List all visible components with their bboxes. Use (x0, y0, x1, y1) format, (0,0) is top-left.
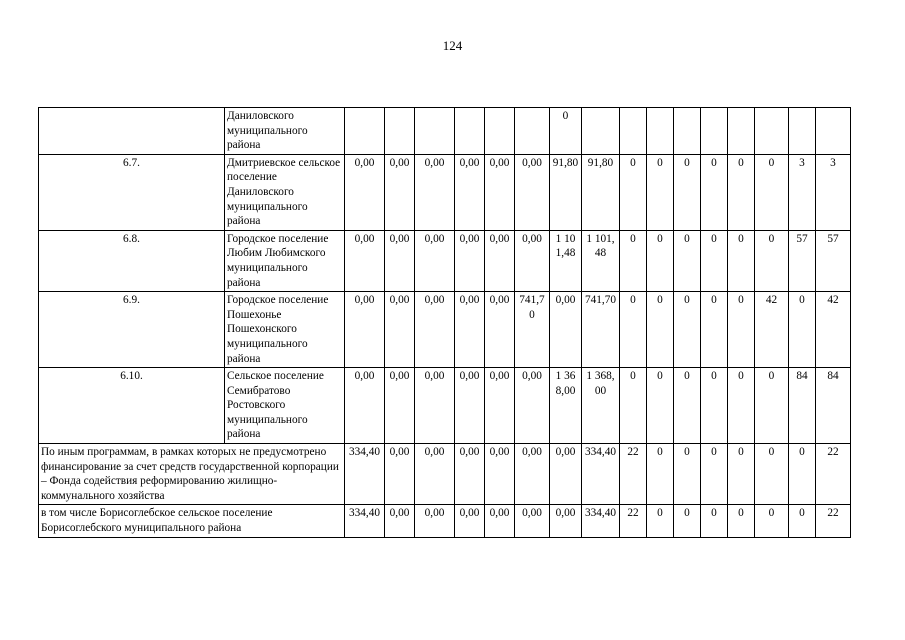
table-cell: 0,00 (485, 154, 515, 230)
table-cell: 0 (550, 108, 582, 155)
table-cell: 0,00 (455, 368, 485, 444)
table-cell: 0 (620, 154, 647, 230)
table-cell (647, 108, 674, 155)
table-cell: 0 (701, 368, 728, 444)
table-cell: 334,40 (345, 505, 385, 537)
table-cell: 1 368,00 (582, 368, 620, 444)
table-cell (455, 108, 485, 155)
table-row (39, 230, 851, 291)
table-cell: 42 (755, 292, 789, 368)
table-cell: 334,40 (345, 444, 385, 505)
row-name: Городское поселение Любим Любимского муниципального района (225, 230, 345, 291)
table-cell: 0 (755, 154, 789, 230)
table-cell: 0,00 (550, 444, 582, 505)
table-cell: 0 (674, 444, 701, 505)
table-cell: 0,00 (485, 292, 515, 368)
row-name: Городское поселение Пошехонье Пошехонского муниципального района (225, 292, 345, 368)
row-name: Даниловского муниципального района (225, 108, 345, 155)
table-cell: 0 (674, 230, 701, 291)
table-cell: 0 (755, 368, 789, 444)
table-cell: 0 (620, 230, 647, 291)
table-cell: 0,00 (415, 368, 455, 444)
table-cell (701, 108, 728, 155)
table-cell: 0,00 (515, 154, 550, 230)
table-cell: 0 (789, 292, 816, 368)
data-table (38, 107, 851, 538)
table-cell: 91,80 (550, 154, 582, 230)
table-cell: 0,00 (455, 230, 485, 291)
table-cell (415, 108, 455, 155)
table-cell: 0 (701, 505, 728, 537)
table-cell: 0,00 (385, 230, 415, 291)
row-number: 6.8. (39, 230, 225, 291)
table-cell (755, 108, 789, 155)
table-cell: 0,00 (455, 444, 485, 505)
table-cell: 0 (701, 154, 728, 230)
table-cell: 0 (647, 444, 674, 505)
row-number (39, 108, 225, 155)
table-cell: 0 (789, 444, 816, 505)
table-cell: 0,00 (515, 505, 550, 537)
table-cell: 0 (755, 230, 789, 291)
table-cell: 0,00 (485, 505, 515, 537)
table-cell: 0,00 (415, 154, 455, 230)
table-cell: 57 (789, 230, 816, 291)
page-number: 124 (442, 38, 463, 53)
table-cell (620, 108, 647, 155)
table-cell: 0 (789, 505, 816, 537)
table-cell (515, 108, 550, 155)
table-cell: 0 (620, 368, 647, 444)
table-cell: 42 (816, 292, 851, 368)
table-cell: 3 (789, 154, 816, 230)
table-cell: 0,00 (385, 368, 415, 444)
table-cell: 84 (789, 368, 816, 444)
table-cell: 0 (701, 444, 728, 505)
table-cell: 0 (620, 292, 647, 368)
table-cell (728, 108, 755, 155)
table-cell: 0 (728, 154, 755, 230)
table-cell (345, 108, 385, 155)
table-cell: 741,70 (515, 292, 550, 368)
table-cell (674, 108, 701, 155)
table-cell: 0 (755, 505, 789, 537)
table-cell: 1 101,48 (582, 230, 620, 291)
table-cell: 22 (620, 505, 647, 537)
table-cell: 1 368,00 (550, 368, 582, 444)
table-cell: 0,00 (550, 292, 582, 368)
table-cell: 3 (816, 154, 851, 230)
table-cell: 0,00 (345, 292, 385, 368)
table-cell: 0,00 (515, 230, 550, 291)
table-row (39, 368, 851, 444)
table-cell (789, 108, 816, 155)
table-cell: 0,00 (345, 154, 385, 230)
table-cell: 0 (647, 368, 674, 444)
table-cell: 0 (755, 444, 789, 505)
row-number: 6.9. (39, 292, 225, 368)
table-cell: 0 (647, 154, 674, 230)
table-cell: 0 (728, 292, 755, 368)
table-cell: 0,00 (415, 292, 455, 368)
row-number: 6.7. (39, 154, 225, 230)
table-cell: 0 (647, 505, 674, 537)
table-cell: 0 (674, 292, 701, 368)
table-row (39, 154, 851, 230)
table-cell: 0 (728, 230, 755, 291)
table-cell: 0,00 (385, 444, 415, 505)
table-cell: 0 (674, 505, 701, 537)
table-cell: 22 (816, 505, 851, 537)
table-row (39, 292, 851, 368)
table-cell: 0,00 (385, 154, 415, 230)
table-cell: 0,00 (550, 505, 582, 537)
table-row (39, 505, 851, 537)
table-cell: 0 (728, 368, 755, 444)
table-row (39, 444, 851, 505)
table-cell (816, 108, 851, 155)
table-cell: 0,00 (455, 154, 485, 230)
table-cell: 0 (674, 154, 701, 230)
row-name: По иным программам, в рамках которых не предусмотрено финансирование за счет средств государственной корпорации – Фонда содействия реформированию жилищно-коммунального хозяйства (39, 444, 345, 505)
table-cell: 0,00 (415, 505, 455, 537)
table-cell (385, 108, 415, 155)
table-cell: 22 (620, 444, 647, 505)
table-cell: 0 (728, 444, 755, 505)
table-cell: 1 101,48 (550, 230, 582, 291)
table-cell: 0,00 (485, 368, 515, 444)
table-cell: 741,70 (582, 292, 620, 368)
table-cell: 0,00 (345, 230, 385, 291)
table-cell: 0,00 (385, 505, 415, 537)
row-name: Сельское поселение Семибратово Ростовского муниципального района (225, 368, 345, 444)
table-cell: 0 (647, 292, 674, 368)
table-cell (485, 108, 515, 155)
table-cell (582, 108, 620, 155)
table-cell: 57 (816, 230, 851, 291)
table-row (39, 108, 851, 155)
table-cell: 0 (728, 505, 755, 537)
table-cell: 0 (701, 292, 728, 368)
table-cell: 0,00 (385, 292, 415, 368)
table-cell: 0,00 (455, 505, 485, 537)
table-cell: 0,00 (485, 230, 515, 291)
row-name: Дмитриевское сельское поселение Даниловского муниципального района (225, 154, 345, 230)
table-cell: 0,00 (455, 292, 485, 368)
table-cell: 0,00 (515, 368, 550, 444)
table-cell: 91,80 (582, 154, 620, 230)
table-cell: 0 (647, 230, 674, 291)
table-cell: 0,00 (515, 444, 550, 505)
table-cell: 334,40 (582, 444, 620, 505)
row-number: 6.10. (39, 368, 225, 444)
table-cell: 0,00 (415, 230, 455, 291)
row-name: в том числе Борисоглебское сельское поселение Борисоглебского муниципального района (39, 505, 345, 537)
table-cell: 22 (816, 444, 851, 505)
table-cell: 0,00 (485, 444, 515, 505)
table-cell: 334,40 (582, 505, 620, 537)
table-cell: 84 (816, 368, 851, 444)
table-cell: 0 (701, 230, 728, 291)
table-cell: 0,00 (415, 444, 455, 505)
table-cell: 0 (674, 368, 701, 444)
table-cell: 0,00 (345, 368, 385, 444)
